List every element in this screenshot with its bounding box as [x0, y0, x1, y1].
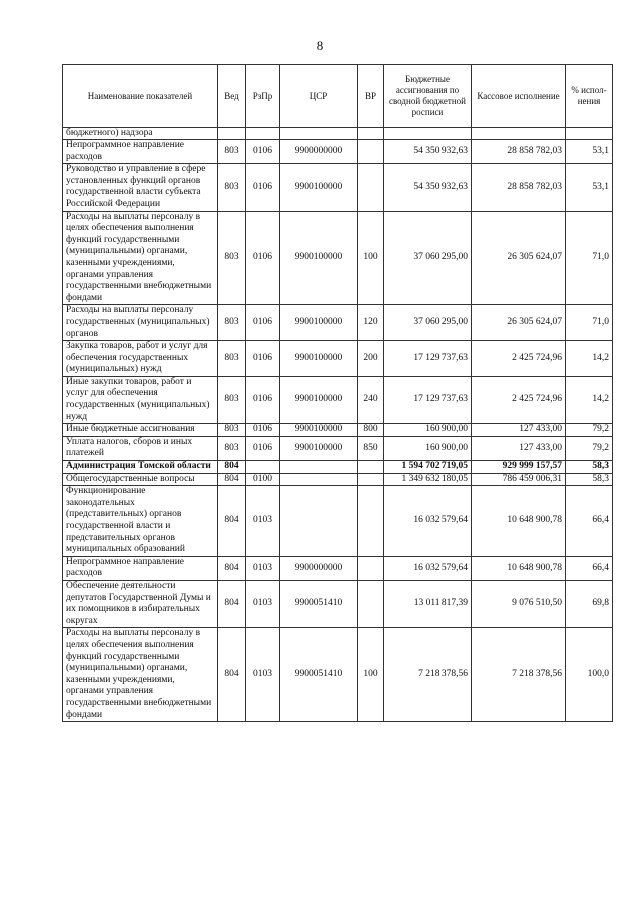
- cell-name: Непрограммное направление расходов: [63, 140, 218, 164]
- cell-rzpr: [246, 461, 280, 474]
- cell-csr: 9900100000: [280, 436, 358, 460]
- cell-name: Иные закупки товаров, работ и услуг для обеспечения государственных (муниципальных) нужд: [63, 376, 218, 423]
- cell-csr: [280, 486, 358, 557]
- cell-cash: 127 433,00: [472, 424, 566, 437]
- col-header-cash: Кассовое исполнение: [472, 65, 566, 128]
- cell-name: Непрограммное направление расходов: [63, 556, 218, 580]
- cell-vr: 850: [358, 436, 384, 460]
- cell-vr: 240: [358, 376, 384, 423]
- cell-name: Администрация Томской области: [63, 461, 218, 474]
- cell-rzpr: 0103: [246, 628, 280, 722]
- cell-vr: 100: [358, 211, 384, 305]
- table-row: [63, 473, 613, 486]
- cell-csr: 9900100000: [280, 211, 358, 305]
- cell-csr: [280, 461, 358, 474]
- cell-ved: 803: [218, 341, 246, 377]
- cell-ved: 804: [218, 556, 246, 580]
- cell-csr: 9900100000: [280, 376, 358, 423]
- cell-name: Обеспечение деятельности депутатов Государственной Думы и их помощников в избирательных округах: [63, 580, 218, 627]
- cell-budget: 7 218 378,56: [384, 628, 472, 722]
- cell-pct: 69,8: [566, 580, 613, 627]
- cell-pct: 58,3: [566, 473, 613, 486]
- cell-name: Руководство и управление в сфере установленных функций органов государственной власти субъекта Российской Федерации: [63, 164, 218, 211]
- cell-pct: 14,2: [566, 376, 613, 423]
- cell-cash: 26 305 624,07: [472, 305, 566, 341]
- cell-budget: 160 900,00: [384, 436, 472, 460]
- cell-ved: 804: [218, 473, 246, 486]
- cell-vr: 100: [358, 628, 384, 722]
- cell-name: Общегосударственные вопросы: [63, 473, 218, 486]
- cell-budget: 13 011 817,39: [384, 580, 472, 627]
- table-row: [63, 580, 613, 627]
- cell-rzpr: 0103: [246, 580, 280, 627]
- col-header-csr: ЦСР: [280, 65, 358, 128]
- cell-cash: 7 218 378,56: [472, 628, 566, 722]
- col-header-name: Наименование показателей: [63, 65, 218, 128]
- cell-ved: 804: [218, 486, 246, 557]
- cell-vr: [358, 486, 384, 557]
- cell-budget: 37 060 295,00: [384, 211, 472, 305]
- cell-ved: [218, 128, 246, 140]
- table-row: [63, 164, 613, 211]
- cell-rzpr: [246, 128, 280, 140]
- cell-ved: 803: [218, 305, 246, 341]
- cell-rzpr: 0106: [246, 376, 280, 423]
- cell-csr: 9900100000: [280, 164, 358, 211]
- cell-pct: 71,0: [566, 305, 613, 341]
- cell-rzpr: 0106: [246, 140, 280, 164]
- cell-cash: 2 425 724,96: [472, 376, 566, 423]
- cell-ved: 803: [218, 436, 246, 460]
- cell-pct: [566, 128, 613, 140]
- cell-vr: 200: [358, 341, 384, 377]
- cell-csr: 9900100000: [280, 341, 358, 377]
- cell-csr: 9900000000: [280, 140, 358, 164]
- cell-ved: 803: [218, 376, 246, 423]
- col-header-rzpr: РзПр: [246, 65, 280, 128]
- cell-rzpr: 0103: [246, 486, 280, 557]
- cell-vr: [358, 128, 384, 140]
- col-header-vr: ВР: [358, 65, 384, 128]
- cell-name: Расходы на выплаты персоналу в целях обеспечения выполнения функций государственными (муниципальными) органами, казенными учреждениями, органами управления государственными внебюджетными фондами: [63, 211, 218, 305]
- cell-budget: 54 350 932,63: [384, 140, 472, 164]
- cell-csr: [280, 473, 358, 486]
- cell-cash: [472, 128, 566, 140]
- cell-pct: 58,3: [566, 461, 613, 474]
- cell-ved: 803: [218, 211, 246, 305]
- cell-pct: 71,0: [566, 211, 613, 305]
- cell-ved: 803: [218, 140, 246, 164]
- cell-pct: 14,2: [566, 341, 613, 377]
- table-body: [63, 128, 613, 722]
- cell-budget: 16 032 579,64: [384, 556, 472, 580]
- table-row: [63, 140, 613, 164]
- cell-cash: 127 433,00: [472, 436, 566, 460]
- cell-rzpr: 0106: [246, 341, 280, 377]
- cell-rzpr: 0106: [246, 164, 280, 211]
- cell-rzpr: 0100: [246, 473, 280, 486]
- cell-budget: 160 900,00: [384, 424, 472, 437]
- table-row: [63, 461, 613, 474]
- cell-cash: 929 999 157,57: [472, 461, 566, 474]
- cell-vr: 800: [358, 424, 384, 437]
- cell-name: бюджетного) надзора: [63, 128, 218, 140]
- cell-csr: 9900051410: [280, 580, 358, 627]
- cell-budget: 1 594 702 719,05: [384, 461, 472, 474]
- cell-rzpr: 0106: [246, 305, 280, 341]
- table-row: [63, 628, 613, 722]
- cell-cash: 28 858 782,03: [472, 140, 566, 164]
- table-row: [63, 305, 613, 341]
- cell-ved: 803: [218, 164, 246, 211]
- cell-pct: 53,1: [566, 140, 613, 164]
- table-row: [63, 556, 613, 580]
- table-row: [63, 424, 613, 437]
- col-header-budget: Бюджетные ассигнования по сводной бюджетной росписи: [384, 65, 472, 128]
- cell-pct: 79,2: [566, 424, 613, 437]
- cell-rzpr: 0103: [246, 556, 280, 580]
- table-row: [63, 211, 613, 305]
- cell-vr: [358, 556, 384, 580]
- cell-rzpr: 0106: [246, 436, 280, 460]
- cell-name: Уплата налогов, сборов и иных платежей: [63, 436, 218, 460]
- cell-budget: 17 129 737,63: [384, 376, 472, 423]
- cell-rzpr: 0106: [246, 424, 280, 437]
- col-header-ved: Вед: [218, 65, 246, 128]
- cell-cash: 10 648 900,78: [472, 486, 566, 557]
- cell-csr: [280, 128, 358, 140]
- table-row: [63, 436, 613, 460]
- cell-name: Расходы на выплаты персоналу государственных (муниципальных) органов: [63, 305, 218, 341]
- cell-budget: 1 349 632 180,05: [384, 473, 472, 486]
- cell-ved: 804: [218, 628, 246, 722]
- cell-pct: 100,0: [566, 628, 613, 722]
- cell-ved: 803: [218, 424, 246, 437]
- cell-budget: 37 060 295,00: [384, 305, 472, 341]
- cell-pct: 66,4: [566, 556, 613, 580]
- cell-csr: 9900100000: [280, 305, 358, 341]
- cell-pct: 79,2: [566, 436, 613, 460]
- cell-cash: 786 459 006,31: [472, 473, 566, 486]
- page-number: 8: [316, 38, 324, 53]
- cell-vr: [358, 140, 384, 164]
- col-header-percent: % испол-нения: [566, 65, 613, 128]
- cell-cash: 9 076 510,50: [472, 580, 566, 627]
- cell-vr: 120: [358, 305, 384, 341]
- table-row: [63, 376, 613, 423]
- cell-cash: 2 425 724,96: [472, 341, 566, 377]
- cell-budget: 54 350 932,63: [384, 164, 472, 211]
- cell-rzpr: 0106: [246, 211, 280, 305]
- cell-name: Функционирование законодательных (представительных) органов государственной власти и представительных органов муниципальных образований: [63, 486, 218, 557]
- cell-pct: 66,4: [566, 486, 613, 557]
- cell-cash: 10 648 900,78: [472, 556, 566, 580]
- cell-ved: 804: [218, 580, 246, 627]
- cell-vr: [358, 164, 384, 211]
- cell-budget: [384, 128, 472, 140]
- cell-vr: [358, 580, 384, 627]
- cell-csr: 9900100000: [280, 424, 358, 437]
- cell-csr: 9900000000: [280, 556, 358, 580]
- cell-ved: 804: [218, 461, 246, 474]
- table-header-row: [63, 65, 613, 128]
- cell-cash: 26 305 624,07: [472, 211, 566, 305]
- table-row: [63, 128, 613, 140]
- cell-name: Расходы на выплаты персоналу в целях обеспечения выполнения функций государственными (муниципальными) органами, казенными учреждениями, органами управления государственными внебюджетными фондами: [63, 628, 218, 722]
- cell-budget: 16 032 579,64: [384, 486, 472, 557]
- table-row: [63, 341, 613, 377]
- cell-cash: 28 858 782,03: [472, 164, 566, 211]
- cell-budget: 17 129 737,63: [384, 341, 472, 377]
- cell-vr: [358, 461, 384, 474]
- cell-csr: 9900051410: [280, 628, 358, 722]
- cell-name: Закупка товаров, работ и услуг для обеспечения государственных (муниципальных) нужд: [63, 341, 218, 377]
- budget-execution-table: [62, 64, 613, 722]
- cell-name: Иные бюджетные ассигнования: [63, 424, 218, 437]
- cell-vr: [358, 473, 384, 486]
- cell-pct: 53,1: [566, 164, 613, 211]
- table-row: [63, 486, 613, 557]
